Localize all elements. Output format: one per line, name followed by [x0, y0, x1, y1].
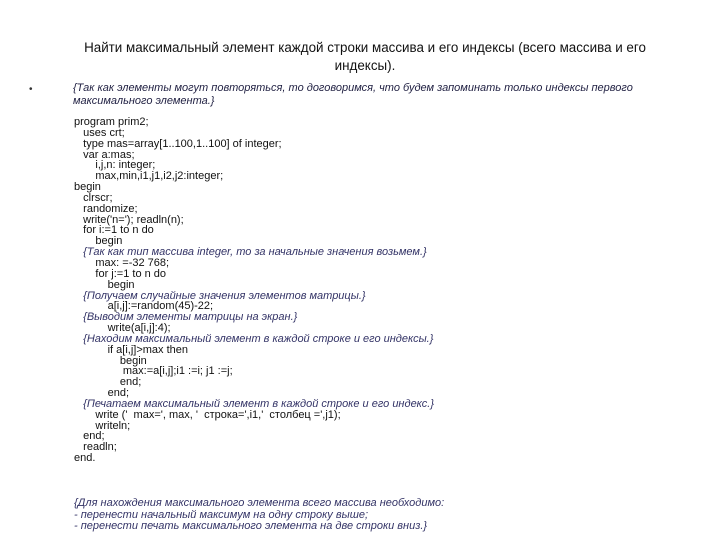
outro-line: {Для нахождения максимального элемента всего массива необходимо:	[74, 497, 445, 509]
code-line: program prim2;	[74, 116, 149, 128]
code-line: end;	[74, 430, 105, 443]
code-line: uses crt;	[74, 126, 125, 139]
slide-title: Найти максимальный элемент каждой строки массива и его индексы (всего массива и его индексы).	[84, 40, 646, 73]
code-comment-line: {Выводим элементы матрицы на экран.}	[74, 311, 298, 324]
code-line: max,min,i1,j1,i2,j2:integer;	[74, 170, 224, 183]
code-line: write (' max=', max, ' строка=',i1,' столбец =',j1);	[74, 408, 341, 421]
code-line: write(a[i,j]:4);	[74, 322, 171, 335]
code-comment-line: {Печатаем максимальный элемент в каждой строке и его индекс.}	[74, 397, 434, 410]
code-block	[74, 117, 694, 464]
code-comment-line: {Так как тип массива integer, то за начальные значения возьмем.}	[74, 246, 427, 259]
code-line: begin	[74, 278, 135, 291]
code-line: begin	[74, 181, 101, 194]
code-line: writeln;	[74, 419, 131, 432]
code-line: end;	[74, 387, 130, 400]
outro-line: - перенести печать максимального элемента на две строки вниз.}	[74, 520, 428, 532]
code-line: if a[i,j]>max then	[74, 343, 189, 356]
code-line: max: =-32 768;	[74, 256, 170, 269]
code-line: write('n='); readln(n);	[74, 213, 184, 226]
code-line: end;	[74, 376, 142, 389]
code-line: readln;	[74, 441, 117, 454]
code-line: begin	[74, 354, 147, 367]
code-line: a[i,j]:=random(45)-22;	[74, 300, 214, 313]
code-line: var a:mas;	[74, 148, 135, 161]
code-comment-line: {Получаем случайные значения элементов матрицы.}	[74, 289, 366, 302]
code-line: begin	[74, 235, 123, 248]
code-line: type mas=array[1..100,1..100] of integer;	[74, 137, 282, 150]
code-line: clrscr;	[74, 191, 113, 204]
code-line: for i:=1 to n do	[74, 224, 154, 237]
code-line: randomize;	[74, 202, 138, 215]
outro-comment	[74, 498, 694, 533]
outro-line: - перенести начальный максимум на одну строку выше;	[74, 508, 369, 521]
code-line: max:=a[i,j];i1 :=i; j1 :=j;	[74, 365, 233, 378]
code-comment-line: {Находим максимальный элемент в каждой строке и его индексы.}	[74, 332, 434, 345]
bullet-marker: •	[29, 84, 33, 95]
intro-comment: {Так как элементы могут повторяться, то договоримся, что будем запоминать только индексы первого максимального элемента.}	[73, 82, 633, 107]
code-line: for j:=1 to n do	[74, 267, 167, 280]
code-line: end.	[74, 452, 96, 465]
code-line: i,j,n: integer;	[74, 159, 156, 172]
